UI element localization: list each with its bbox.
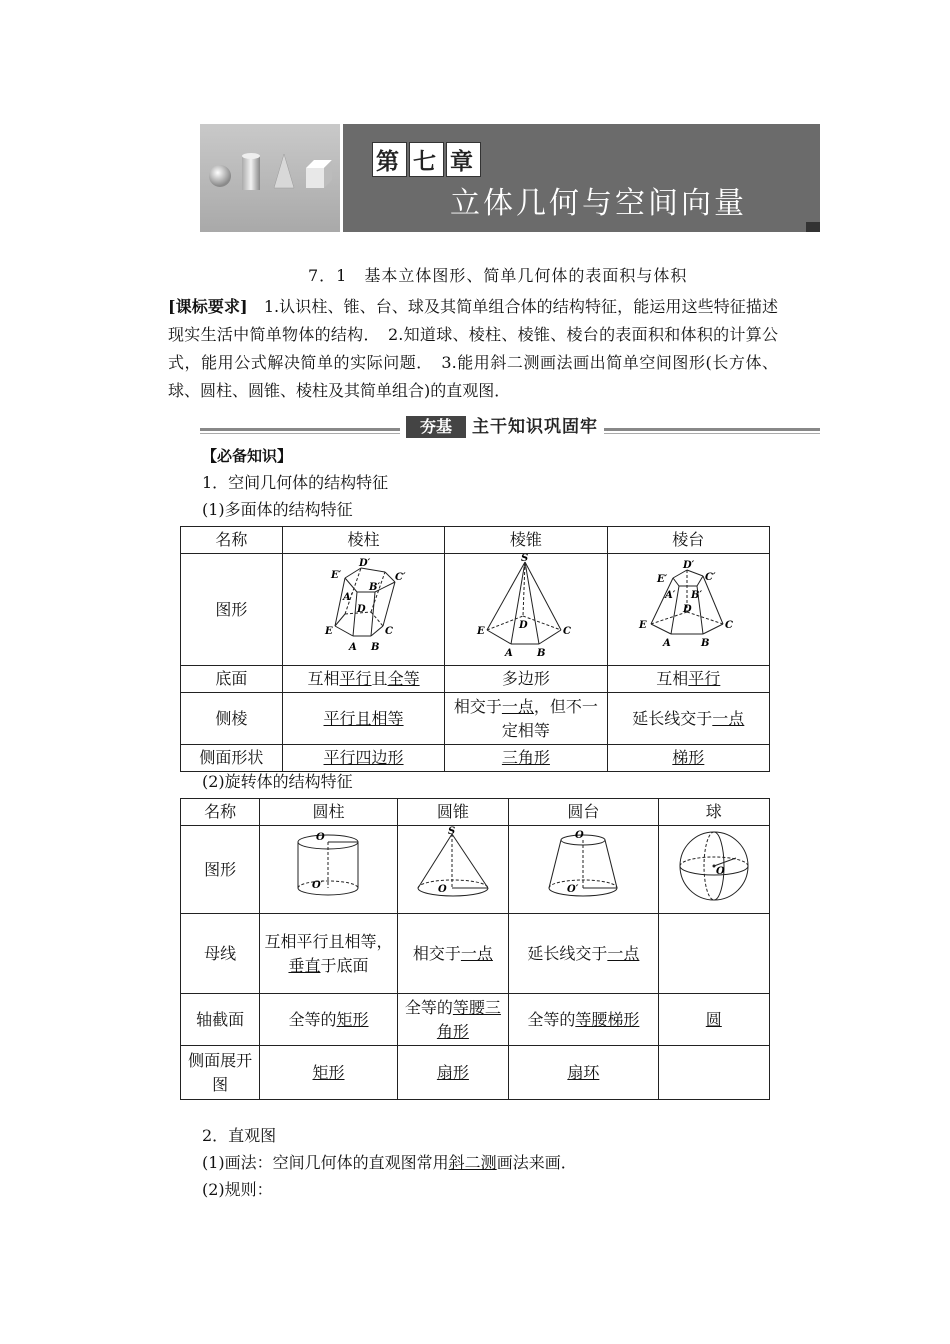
table-cell xyxy=(397,1046,508,1100)
table-cell xyxy=(282,693,444,745)
drawing-method xyxy=(202,1149,577,1177)
vertex-label: C xyxy=(384,626,393,637)
method-answer: 斜二测 xyxy=(448,1153,497,1172)
table-cell xyxy=(658,914,769,994)
table-cell xyxy=(509,1046,659,1100)
section-title: 7．1 基本立体图形、简单几何体的表面积与体积 xyxy=(308,266,688,285)
requirements-text: 1.认识柱、锥、台、球及其简单组合体的结构特征，能运用这些特征描述现实生活中简单物体的结构． 2.知道球、棱柱、棱锥、棱台的表面积和体积的计算公式，能用公式解决简单的实际问题． 3.能用斜二测画法画出简单空间图形(长方体、球、圆柱、圆锥、棱柱及其简单组合)的直观图． xyxy=(168,297,778,400)
vertex-label: O xyxy=(316,832,326,843)
frustum-figure-cell xyxy=(607,554,769,666)
banner-divider xyxy=(340,124,343,232)
table-row xyxy=(181,826,770,914)
cube-front xyxy=(306,168,324,188)
table-cell xyxy=(260,1046,397,1100)
vertex-label: E′ xyxy=(657,574,668,585)
table-cell xyxy=(282,666,444,693)
sphere-shape xyxy=(209,165,231,187)
header-cell: 棱台 xyxy=(607,527,769,554)
divider-tag-label: 夯基 xyxy=(406,416,466,438)
table-row xyxy=(181,554,770,666)
vertex-label: C′ xyxy=(705,572,716,583)
banner-solids-image xyxy=(200,124,340,232)
cell-answer: 扇环 xyxy=(567,1062,600,1082)
cell-text: 全等的 xyxy=(288,1009,337,1029)
cell-answer: 一点 xyxy=(460,943,493,963)
vertex-label: D xyxy=(356,604,366,615)
chapter-char: 七 xyxy=(409,142,444,177)
pyramid-figure-cell xyxy=(445,554,607,666)
vertex-label: B xyxy=(701,638,710,649)
table-cell xyxy=(397,994,508,1046)
vertex-label: S xyxy=(520,554,529,564)
table-cell xyxy=(445,745,607,772)
solids-illustration xyxy=(200,124,340,232)
cell-answer: 一点 xyxy=(607,943,640,963)
table-cell xyxy=(509,914,659,994)
cell-answer: 扇形 xyxy=(436,1062,469,1082)
vertex-label: A′ xyxy=(665,590,676,601)
vertex-label: B xyxy=(536,648,546,658)
cell-text: 于底面 xyxy=(320,955,369,975)
chapter-title: 立体几何与空间向量 xyxy=(450,186,747,221)
header-cell: 名称 xyxy=(181,799,260,826)
vertex-label: C xyxy=(562,626,571,637)
chapter-label xyxy=(372,142,483,177)
cylinder-figure-cell xyxy=(260,826,397,914)
item2-heading: 2．直观图 xyxy=(202,1126,277,1145)
cell-answer: 全等 xyxy=(387,669,420,688)
banner-corner xyxy=(806,222,820,232)
vertex-label: S xyxy=(447,826,456,837)
divider-tag-title: 主干知识巩固牢 xyxy=(472,417,599,437)
cell-text: 延长线交于 xyxy=(632,708,713,728)
header-cell: 名称 xyxy=(181,527,283,554)
method-text: 画法来画． xyxy=(496,1153,577,1172)
vertex-label: D′ xyxy=(358,558,370,569)
cone-shape xyxy=(274,154,294,188)
vertex-label: C xyxy=(725,620,734,631)
cell-answer: 平行 xyxy=(339,669,372,688)
table-cell xyxy=(607,666,769,693)
table-row xyxy=(181,693,770,745)
vertex-label: E′ xyxy=(330,570,341,581)
cell-answer: 一点 xyxy=(501,696,534,716)
cell-text: 且 xyxy=(371,669,388,688)
vertex-label: C′ xyxy=(394,572,406,583)
table-cell xyxy=(607,745,769,772)
cylinder-figure xyxy=(288,826,368,906)
vertex-label: A xyxy=(504,648,513,658)
pyramid-figure xyxy=(471,554,581,658)
sphere-figure-cell xyxy=(658,826,769,914)
polyhedra-table xyxy=(180,526,770,772)
cell-answer: 圆 xyxy=(705,1009,722,1029)
table-row xyxy=(181,666,770,693)
cell-text: 全等的 xyxy=(404,997,453,1017)
revolution-table xyxy=(180,798,770,1100)
frustum-figure xyxy=(633,554,743,658)
table-cell xyxy=(658,1046,769,1100)
sphere-figure xyxy=(674,826,754,906)
cell-answer: 矩形 xyxy=(336,1009,369,1029)
vertex-label: O′ xyxy=(312,880,324,891)
vertex-label: D xyxy=(518,620,528,631)
vertex-label: A xyxy=(348,642,357,653)
row-label: 侧面形状 xyxy=(181,745,283,772)
table-cell xyxy=(445,693,607,745)
table-cell xyxy=(397,914,508,994)
row-label: 母线 xyxy=(181,914,260,994)
chapter-banner xyxy=(200,124,820,232)
prism-figure xyxy=(309,554,419,658)
cone-figure xyxy=(408,826,498,906)
cell-answer: 平行四边形 xyxy=(323,748,404,767)
cell-text: 延长线交于 xyxy=(527,943,608,963)
cylinder-shape xyxy=(242,156,260,190)
cone-figure-cell xyxy=(397,826,508,914)
cell-answer: 一点 xyxy=(712,708,745,728)
table-cell xyxy=(260,994,397,1046)
chapter-char: 第 xyxy=(372,142,407,177)
row-label: 侧棱 xyxy=(181,693,283,745)
cell-answer: 三角形 xyxy=(501,748,550,767)
cell-text: 相交于 xyxy=(412,943,461,963)
divider-tag xyxy=(400,412,604,437)
table-row xyxy=(181,994,770,1046)
cell-text: 互相 xyxy=(307,669,340,688)
vertex-label: B′ xyxy=(368,582,380,593)
cell-text: 互相平行且相等， xyxy=(264,931,393,951)
cell-answer: 等腰三角形 xyxy=(436,997,501,1041)
vertex-label: O xyxy=(575,830,585,841)
vertex-label: O′ xyxy=(567,884,579,895)
row-label: 轴截面 xyxy=(181,994,260,1046)
table-cell xyxy=(658,994,769,1046)
table-row xyxy=(181,1046,770,1100)
cell-text: 相交于 xyxy=(453,696,502,716)
cell-answer: 梯形 xyxy=(672,748,705,767)
sub1-heading: (1)多面体的结构特征 xyxy=(202,500,353,519)
vertex-label: A′ xyxy=(342,592,353,603)
frustum-cone-figure xyxy=(533,826,633,906)
cell-answer: 垂直 xyxy=(288,955,321,975)
header-cell: 圆台 xyxy=(509,799,659,826)
table-cell: 多边形 xyxy=(445,666,607,693)
cell-answer: 平行且相等 xyxy=(323,708,404,728)
row-label: 图形 xyxy=(181,826,260,914)
header-cell: 棱锥 xyxy=(445,527,607,554)
header-cell: 圆柱 xyxy=(260,799,397,826)
header-cell: 圆锥 xyxy=(397,799,508,826)
table-header-row xyxy=(181,527,770,554)
cylinder-top xyxy=(242,153,260,159)
vertex-label: D′ xyxy=(683,560,695,571)
chapter-char: 章 xyxy=(446,142,481,177)
requirements-label: [课标要求] xyxy=(168,297,248,316)
table-row xyxy=(181,914,770,994)
table-cell xyxy=(607,693,769,745)
header-cell: 球 xyxy=(658,799,769,826)
vertex-label: E xyxy=(324,626,333,637)
requirements-paragraph xyxy=(168,293,778,405)
rules-line: (2)规则： xyxy=(202,1180,273,1199)
frustum-cone-figure-cell xyxy=(509,826,659,914)
vertex-label: A xyxy=(663,638,672,649)
row-label: 底面 xyxy=(181,666,283,693)
sub2-heading: (2)旋转体的结构特征 xyxy=(202,772,353,791)
cell-text: 互相 xyxy=(656,669,689,688)
table-cell xyxy=(509,994,659,1046)
cell-answer: 等腰梯形 xyxy=(575,1009,640,1029)
item1-heading: 1．空间几何体的结构特征 xyxy=(202,473,389,492)
header-cell: 棱柱 xyxy=(282,527,444,554)
cell-answer: 矩形 xyxy=(312,1062,345,1082)
vertex-label: E xyxy=(639,620,647,631)
cell-text: 全等的 xyxy=(527,1009,576,1029)
table-cell xyxy=(260,914,397,994)
section-divider xyxy=(200,410,820,436)
cell-text: ，但不一定相等 xyxy=(501,696,598,740)
vertex-label: O xyxy=(715,866,725,877)
row-label: 图形 xyxy=(181,554,283,666)
knowledge-heading: 【必备知识】 xyxy=(202,447,293,465)
vertex-label: D xyxy=(683,604,692,615)
prism-figure-cell xyxy=(282,554,444,666)
vertex-label: E xyxy=(476,626,485,637)
vertex-label: B xyxy=(370,642,379,653)
vertex-label: B′ xyxy=(691,590,703,601)
method-text: (1)画法：空间几何体的直观图常用 xyxy=(202,1153,449,1172)
row-label: 侧面展开图 xyxy=(181,1046,260,1100)
cell-answer: 平行 xyxy=(688,669,721,688)
vertex-label: O xyxy=(437,884,447,895)
table-header-row xyxy=(181,799,770,826)
